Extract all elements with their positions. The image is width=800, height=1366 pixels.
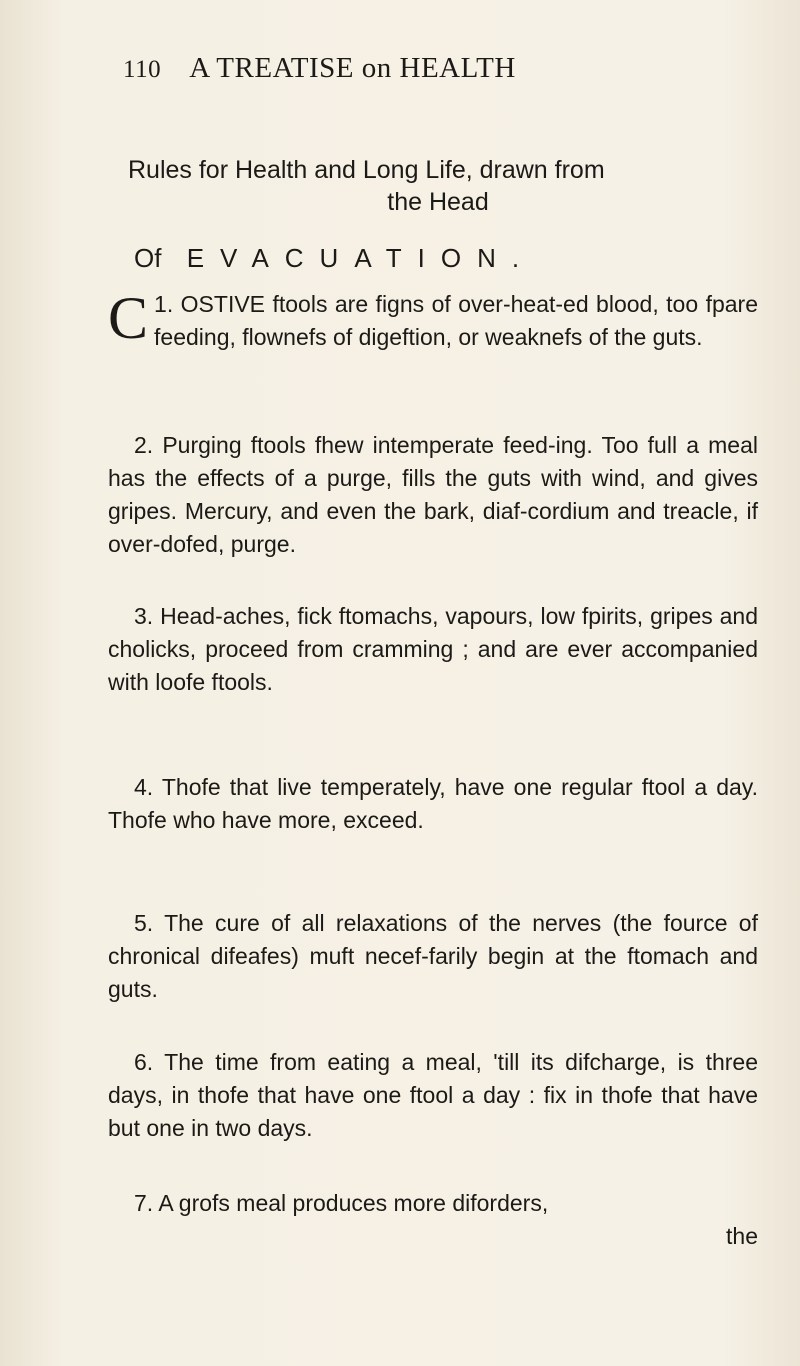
paragraph-3 [108, 600, 758, 699]
paragraph-text: The time from eating a meal, 'till its difcharge, is three days, in thofe that have one ftool a day : fix in thofe that have but one in two days. [108, 1049, 758, 1141]
paragraph-text: Head-aches, fick ftomachs, vapours, low fpirits, gripes and cholicks, proceed from cramming ; and are ever accompanied with loofe ftools. [108, 603, 758, 695]
paragraph-number: 4. [134, 774, 154, 800]
catchword: the [726, 1223, 758, 1249]
chapter-title-line-1: Rules for Health and Long Life, drawn from [128, 156, 605, 184]
paragraph-6 [108, 1046, 758, 1145]
page-number: 110 [123, 56, 162, 83]
paragraph-2 [108, 429, 758, 561]
paragraph-number: 3. [134, 603, 154, 629]
paragraph-7 [108, 1187, 758, 1220]
section-word: EVACUATION. [186, 243, 536, 273]
chapter-title-line-2: the Head [387, 188, 489, 216]
section-prefix: Of [134, 243, 162, 273]
drop-cap: C [108, 285, 149, 351]
section-heading [134, 243, 754, 274]
paragraph-4 [108, 771, 758, 837]
paragraph-number: 2. [134, 432, 154, 458]
paragraph-number: 7. [134, 1190, 154, 1216]
running-header [123, 52, 723, 85]
paragraph-number: 1. [154, 291, 174, 317]
paragraph-5 [108, 907, 758, 1006]
running-title: A TREATISE on HEALTH [189, 52, 516, 84]
paragraph-text: Thofe that live temperately, have one regular ftool a day. Thofe who have more, exceed. [108, 774, 758, 833]
paragraph-1 [108, 285, 758, 354]
paragraph-text: Purging ftools fhew intemperate feed-ing. Too full a meal has the effects of a purge, fills the guts with wind, and gives gripes. Mercury, and even the bark, diaf-cordium and treacle, if over-dofed, purge. [108, 432, 759, 557]
paragraph-number: 6. [134, 1049, 154, 1075]
paragraph-text: A grofs meal produces more diforders, [158, 1190, 549, 1216]
paragraph-text: OSTIVE ftools are figns of over-heat-ed blood, too fpare feeding, flownefs of digeftion, or weaknefs of the guts. [154, 291, 758, 350]
chapter-title [128, 154, 748, 218]
paragraph-number: 5. [134, 910, 154, 936]
paragraph-text: The cure of all relaxations of the nerves (the fource of chronical difeafes) muft necef-farily begin at the ftomach and guts. [108, 910, 758, 1002]
